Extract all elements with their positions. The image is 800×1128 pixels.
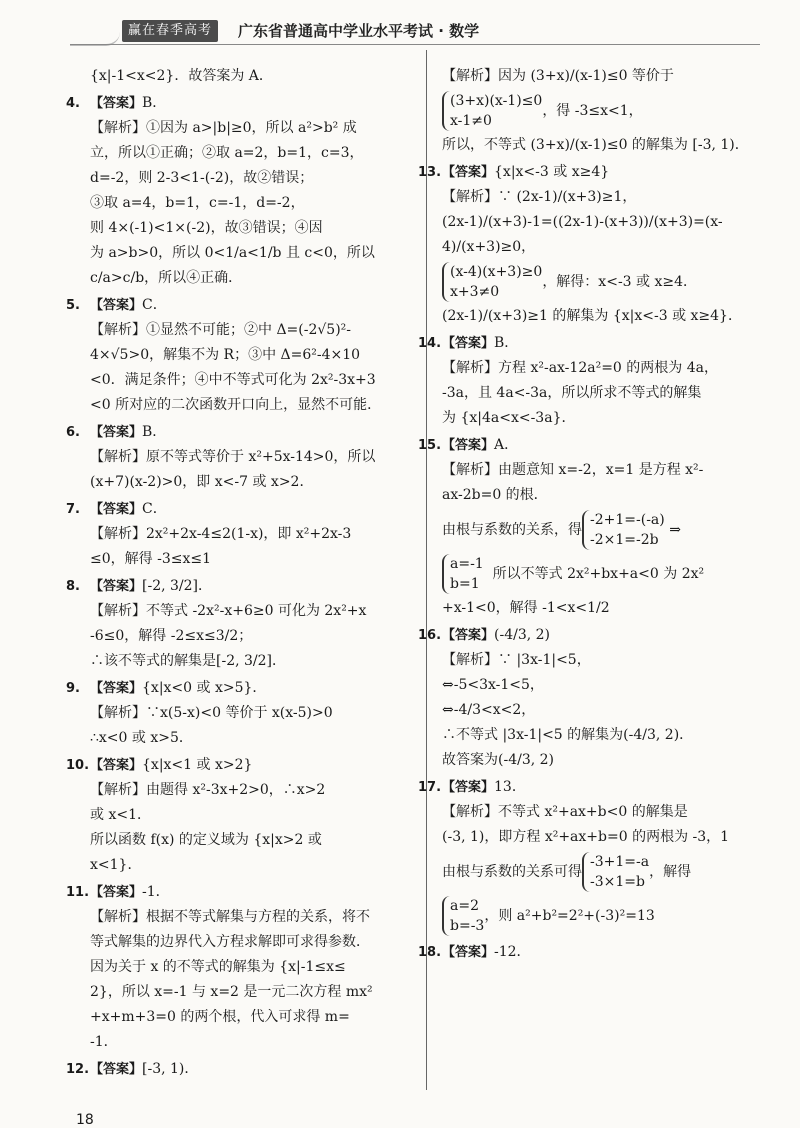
analysis-line: 【解析】∵ (2x-1)/(x+3)≥1， [442,189,637,205]
analysis-line: 等式解集的边界代入方程求解即可求得参数． [90,934,370,950]
analysis-line: ⇔-4/3<x<2， [442,702,536,718]
column-divider [426,50,427,1090]
answer-tag: 【答案】 [90,885,143,900]
question-number: 15. [418,438,442,453]
system-row: b=1 [450,576,480,592]
analysis-line: ∴不等式 |3x-1|<5 的解集为(-4/3, 2)． [442,727,694,743]
question-number: 13. [418,165,442,180]
equation-system [582,510,665,550]
answer-value: B． [142,95,167,111]
analysis-line: 【解析】∵ |3x-1|<5， [442,652,591,668]
answer-value: [-2, 3/2]． [142,578,213,594]
system-row: a=2 [450,898,479,914]
header-rule [70,44,760,45]
answer-value: B． [142,424,167,440]
system-row: -2×1=-2b [590,532,659,548]
analysis-line: 立，所以①正确；②取 a=2，b=1，c=3， [90,145,364,161]
analysis-line: ax-2b=0 的根． [442,487,548,503]
answer-value: C． [142,501,167,517]
question-number: 16. [418,628,442,643]
analysis-line: 为 {x|4a<x<-3a}． [442,410,576,426]
answer-value: (-4/3, 2) [494,627,551,643]
analysis-text: 由根与系数的关系可得 [442,864,582,880]
analysis-line: 【解析】由题意知 x=-2，x=1 是方程 x²- [442,462,704,478]
analysis-line: +x+m+3=0 的两个根，代入可求得 m= [90,1009,350,1025]
analysis-line: ③取 a=4，b=1，c=-1，d=-2， [90,195,305,211]
answer-block-8 [66,574,410,674]
implies-arrow: ⇒ [669,522,681,538]
analysis-line: 【解析】原不等式等价于 x²+5x-14>0，所以 [90,449,376,465]
answer-block-6 [66,420,410,495]
analysis-text: ，得 -3≤x<1， [542,103,643,119]
analysis-line: 【解析】根据不等式解集与方程的关系，将不 [90,909,370,925]
analysis-line: (-3, 1)，即方程 x²+ax+b=0 的两根为 -3，1 [442,829,730,845]
analysis-line: 为 a>b>0，所以 0<1/a<1/b 且 c<0，所以 [90,245,375,261]
question-number: 6. [66,425,80,440]
question-number: 5. [66,298,80,313]
answer-value: -12． [494,944,531,960]
analysis-line: 所以函数 f(x) 的定义域为 {x|x>2 或 [90,832,322,848]
answer-tag: 【答案】 [90,502,143,517]
equation-system [442,554,484,594]
analysis-line: ⇔-5<3x-1<5， [442,677,544,693]
analysis-line: +x-1<0，解得 -1<x<1/2 [442,600,610,616]
answer-block-14 [418,331,772,431]
analysis-line: ∴x<0 或 x>5． [90,730,193,746]
answer-block-15 [418,433,772,621]
system-row: x+3≠0 [450,284,500,300]
question-number: 14. [418,336,442,351]
analysis-text: 所以不等式 2x²+bx+a<0 为 2x² [492,566,705,582]
header-title: 广东省普通高中学业水平考试 · 数学 [238,22,480,40]
analysis-line: 故答案为(-4/3, 2) [442,752,554,768]
system-row: b=-3 [450,918,485,934]
system-row: -3×1=b [590,874,645,890]
answer-value: 13． [494,779,526,795]
analysis-line: 【解析】不等式 -2x²-x+6≥0 可化为 2x²+x [90,603,367,619]
answer-block-12 [66,1057,410,1082]
answer-tag: 【答案】 [90,1062,143,1077]
answer-tag: 【答案】 [90,758,143,773]
analysis-line: (2x-1)/(x+3)≥1 的解集为 {x|x<-3 或 x≥4}． [442,308,742,324]
equation-system [442,896,484,936]
answer-block-17 [418,775,772,938]
answer-value: {x|x<0 或 x>5}． [142,680,267,696]
question-number: 4. [66,96,80,111]
system-row: -3+1=-a [590,854,650,870]
answer-tag: 【答案】 [442,628,495,643]
answer-value: B． [494,335,519,351]
answer-tag: 【答案】 [442,336,495,351]
analysis-line: x<1}． [90,857,142,873]
continued-line: {x|-1<x<2}．故答案为 A． [90,68,273,84]
analysis-line: 【解析】①因为 a>|b|≥0，所以 a²>b² 成 [90,120,357,136]
analysis-line: 【解析】∵x(5-x)<0 等价于 x(x-5)>0 [90,705,333,721]
equation-system [442,262,542,302]
answer-value: C． [142,297,167,313]
analysis-line: -6≤0，解得 -2≤x≤3/2； [90,628,253,644]
answer-tag: 【答案】 [442,945,495,960]
answer-block-9 [66,676,410,751]
analysis-line: 2}，所以 x=-1 与 x=2 是一元二次方程 mx² [90,984,373,1000]
answer-tag: 【答案】 [90,425,143,440]
right-column [418,64,772,967]
analysis-line: 4×√5>0，解集不为 R；③中 Δ=6²-4×10 [90,347,361,363]
page-number: 18 [76,1112,94,1128]
equation-system [582,852,649,892]
question-number: 18. [418,945,442,960]
question-number: 17. [418,780,442,795]
answer-block-18 [418,940,772,965]
question-number: 12. [66,1062,90,1077]
answer-value: [-3, 1)． [142,1061,199,1077]
analysis-line: -3a，且 4a<-3a，所以所求不等式的解集 [442,385,702,401]
left-column [66,64,410,1084]
system-row: a=-1 [450,556,484,572]
analysis-line: 【解析】由题得 x²-3x+2>0，∴x>2 [90,782,326,798]
analysis-line: 因为关于 x 的不等式的解集为 {x|-1≤x≤ [90,959,346,975]
answer-block-5 [66,293,410,418]
system-row: (3+x)(x-1)≤0 [450,93,543,109]
question-number: 10. [66,758,90,773]
answer-block-4 [66,91,410,291]
analysis-line: <0．满足条件；④中不等式可化为 2x²-3x+3 [90,372,376,388]
page-header [70,12,760,46]
analysis-line: (x+7)(x-2)>0，即 x<-7 或 x>2． [90,474,314,490]
brand-badge: 赢在春季高考 [122,20,218,42]
answer-block-16 [418,623,772,773]
system-row: x-1≠0 [450,113,492,129]
analysis-line: -1． [90,1034,118,1050]
answer-value: {x|x<1 或 x>2} [142,757,253,773]
answer-block-7 [66,497,410,572]
answer-tag: 【答案】 [90,579,143,594]
answer-tag: 【答案】 [90,96,143,111]
analysis-text: 由根与系数的关系，得 [442,522,582,538]
answer-value: -1． [142,884,170,900]
analysis-line: c/a>c/b，所以④正确． [90,270,243,286]
system-row: -2+1=-(-a) [590,512,665,528]
answer-tag: 【答案】 [442,165,495,180]
answer-tag: 【答案】 [90,298,143,313]
answer-block-11 [66,880,410,1055]
continued-analysis-12 [442,64,772,158]
analysis-line: ∴该不等式的解集是[-2, 3/2]． [90,653,286,669]
analysis-line: ≤0，解得 -3≤x≤1 [90,551,211,567]
answer-tag: 【答案】 [442,780,495,795]
analysis-line: 或 x<1． [90,807,151,823]
analysis-line: <0 所对应的二次函数开口向上，显然不可能． [90,397,382,413]
analysis-line: 【解析】不等式 x²+ax+b<0 的解集是 [442,804,688,820]
analysis-line: d=-2，则 2-3<1-(-2)，故②错误； [90,170,314,186]
answer-value: {x|x<-3 或 x≥4} [494,164,610,180]
answer-block-10 [66,753,410,878]
analysis-line: (2x-1)/(x+3)-1=((2x-1)-(x+3))/(x+3)=(x-4)/(x+3)≥0， [442,214,723,255]
analysis-line: 所以，不等式 (3+x)/(x-1)≤0 的解集为 [-3, 1)． [442,137,749,153]
analysis-line: 【解析】方程 x²-ax-12a²=0 的两根为 4a， [442,360,718,376]
system-row: (x-4)(x+3)≥0 [450,264,543,280]
answer-tag: 【答案】 [90,681,143,696]
equation-system [442,91,542,131]
analysis-text: ，解得：x<-3 或 x≥4． [542,274,698,290]
answer-value: A． [494,437,519,453]
analysis-line: 【解析】2x²+2x-4≤2(1-x)，即 x²+2x-3 [90,526,352,542]
question-number: 8. [66,579,80,594]
analysis-text: ，解得 [649,864,692,880]
answer-tag: 【答案】 [442,438,495,453]
question-number: 11. [66,885,90,900]
analysis-line: 【解析】因为 (3+x)/(x-1)≤0 等价于 [442,68,674,84]
analysis-line: 【解析】①显然不可能；②中 Δ=(-2√5)²- [90,322,352,338]
question-number: 7. [66,502,80,517]
analysis-text: ，则 a²+b²=2²+(-3)²=13 [484,908,655,924]
analysis-line: 则 4×(-1)<1×(-2)，故③错误；④因 [90,220,323,236]
question-number: 9. [66,681,80,696]
answer-block-13 [418,160,772,329]
